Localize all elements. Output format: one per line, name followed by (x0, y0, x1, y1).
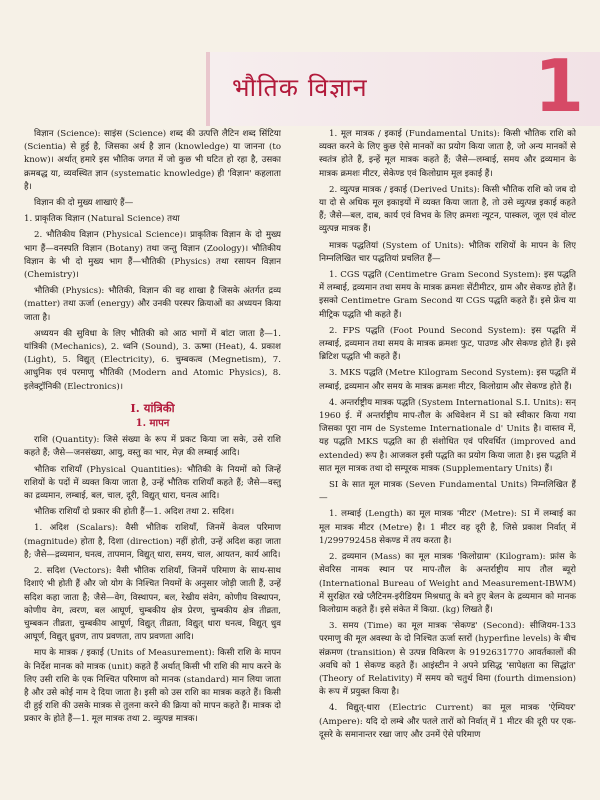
paragraph-physical-quantities: भौतिक राशियाँ (Physical Quantities): भौतिकी के नियमों को जिन्हें राशियों के पदों में व्यक्त किया जाता है, उन्हें भौतिक राशियाँ कहते हैं; जैसे—वस्तु का द्रव्यमान, लम्बाई, बल, चाल, दूरी, विद्युत् धारा, घनत्व आदि। (24, 464, 281, 502)
paragraph-seven-units-intro: SI के सात मूल मात्रक (Seven Fundamental Units) निम्नलिखित हैं— (319, 480, 576, 504)
section-heading-mechanics: I. यांत्रिकी (130, 400, 175, 415)
subsection-heading-measurement: 1. मापन (135, 418, 170, 430)
paragraph-units-of-measurement: माप के मात्रक / इकाई (Units of Measurement): किसी राशि के मापन के निर्देश मानक को मात्रक (unit) कहते हैं अर्थात् किसी भी राशि की माप करने के लिए उसी राशि के एक निश्चित परिमाण को मानक (standard) मान लिया जाता है और उसे कोई नाम दे दिया जाता है। इसी को उस राशि का मात्रक कहते हैं। किसी दी हुई राशि की उसके मात्रक से तुलना करने की क्रिया को मापन कहते हैं। मात्रक दो प्रकार के होते हैं—1. मूल मात्रक तथा 2. व्युत्पन्न मात्रक। (24, 648, 281, 725)
paragraph-si-system: 4. अन्तर्राष्ट्रीय मात्रक पद्धति (System International S.I. Units): सन् 1960 ई. में अन्तर्राष्ट्रीय माप-तौल के अधिवेशन में SI को स्वीकार किया गया जिसका पूरा नाम de Systeme Internationale d' Units है। वास्तव में, यह पद्धति MKS पद्धति का ही संशोधित एवं परिवर्धित (improved and extended) रूप है। आजकल इसी पद्धति का प्रयोग किया जाता है। इस पद्धति में सात मूल मात्रक तथा दो सम्पूरक मात्रक (Supplementary Units) हैं। (319, 397, 576, 474)
paragraph-physics-definition: भौतिकी (Physics): भौतिकी, विज्ञान की वह शाखा है जिसके अंतर्गत द्रव्य (matter) तथा ऊर्जा (energy) और उनकी परस्पर क्रियाओं का अध्ययन किया जाता है। (24, 286, 281, 323)
paragraph-branches-intro: विज्ञान की दो मुख्य शाखाएं हैं— (34, 198, 134, 209)
chapter-number: 1 (534, 44, 585, 128)
paragraph-science-definition: विज्ञान (Science): साइंस (Science) शब्द की उत्पत्ति लैटिन शब्द सिंटिया (Scientia) से हुई है, जिसका अर्थ है ज्ञान (knowledge) या जानना (to know)। अर्थात् हमारे इस भौतिक जगत में जो कुछ भी घटित हो रहा है, उसका क्रमबद्ध या, व्यवस्थित ज्ञान (systematic knowledge) ही 'विज्ञान' कहलाता है। (24, 129, 281, 192)
paragraph-quantity-types: भौतिक राशियाँ दो प्रकार की होती हैं—1. अदिश तथा 2. सदिश। (34, 507, 235, 518)
paragraph-fundamental-units: 1. मूल मात्रक / इकाई (Fundamental Units): किसी भौतिक राशि को व्यक्त करने के लिए कुछ ऐसे मानकों का प्रयोग किया जाता है, जो अन्य मानकों से स्वतंत्र होते हैं, इन्हें मूल मात्रक कहते हैं; जैसे—लम्बाई, समय और द्रव्यमान के मात्रक क्रमशः मीटर, सेकेण्ड एवं किलोग्राम मूल इकाई हैं। (319, 129, 576, 179)
paragraph-length-metre: 1. लम्बाई (Length) का मूल मात्रक 'मीटर' (Metre): SI में लम्बाई का मूल मात्रक मीटर (Metre) है। 1 मीटर वह दूरी है, जिसे प्रकाश निर्वात् में 1/299792458 सेकण्ड में तय करता है। (319, 509, 576, 546)
paragraph-scalars: 1. अदिश (Scalars): वैसी भौतिक राशियाँ, जिनमें केवल परिमाण (magnitude) होता है, दिशा (direction) नहीं होती, उन्हें अदिश कहा जाता है; जैसे—द्रव्यमान, घनत्व, तापमान, विद्युत् धारा, समय, चाल, आयतन, कार्य आदि। (24, 523, 281, 560)
paragraph-vectors: 2. सदिश (Vectors): वैसी भौतिक राशियाँ, जिनमें परिमाण के साथ-साथ दिशाएं भी होती हैं और जो योग के निश्चित नियमों के अनुसार जोड़ी जाती हैं, उन्हें सदिश कहा जाता है; जैसे—वेग, विस्थापन, बल, रेखीय संवेग, कोणीय विस्थापन, कोणीय वेग, त्वरण, बल आघूर्ण, चुम्बकीय क्षेत्र प्रेरण, चुम्बकीय क्षेत्र तीव्रता, चुम्बकन तीव्रता, चुम्बकीय आघूर्ण, विद्युत् तीव्रता, विद्युत् धारा घनत्व, विद्युत् धुव आघूर्ण, विद्युत् ध्रुवण, ताप प्रवणता, ताप प्रवणता आदि। (24, 566, 281, 643)
paragraph-mass-kilogram: 2. द्रव्यमान (Mass) का मूल मात्रक 'किलोग्राम' (Kilogram): फ्रांस के सेवरिस नामक स्थान पर माप-तौल के अन्तर्राष्ट्रीय माप तौल ब्यूरो (International Bureau of Weight and Measurement-IBWM) में सुरक्षित रखे प्लैटिनम-इरीडियम मिश्रधातु के बने हुए बेलन के द्रव्यमान को मानक किलोग्राम कहते हैं। इसे संकेत में किग्रा. (kg) लिखते हैं। (319, 552, 576, 615)
paragraph-fps-system: 2. FPS पद्धति (Foot Pound Second System): इस पद्धति में लम्बाई, द्रव्यमान तथा समय के मात्रक क्रमशः फुट, पाउण्ड और सेकण्ड होते हैं। इसे ब्रिटिश पद्धति भी कहते हैं। (319, 325, 576, 363)
right-column (319, 128, 576, 796)
paragraph-unit-systems: मात्रक पद्धतियां (System of Units): भौतिक राशियों के मापन के लिए निम्नलिखित चार पद्धतियां प्रचलित हैं— (319, 240, 576, 264)
paragraph-current-ampere: 4. विद्युत्-धारा (Electric Current) का मूल मात्रक 'ऐम्पियर' (Ampere): यदि दो लम्बे और पतले तारों को निर्वात् में 1 मीटर की दूरी पर एक-दूसरे के समानान्तर रखा जाए और उनमें ऐसे परिमाण (319, 703, 576, 740)
paragraph-cgs-system: 1. CGS पद्धति (Centimetre Gram Second System): इस पद्धति में लम्बाई, द्रव्यमान तथा समय के मात्रक क्रमशः सेंटीमीटर, ग्राम और सेकण्ड होते हैं। इसको Centimetre Gram Second या CGS पद्धति कहते हैं। इसे फ्रेंच या मीट्रिक पद्धति भी कहते हैं। (319, 270, 576, 320)
paragraph-quantity: राशि (Quantity): जिसे संख्या के रूप में प्रकट किया जा सके, उसे राशि कहते हैं; जैसे—जनसंख्या, आयु, वस्तु का भार, मेज़ की लम्बाई आदि। (24, 435, 281, 459)
paragraph-derived-units: 2. व्युत्पन्न मात्रक / इकाई (Derived Units): किसी भौतिक राशि को जब दो या दो से अधिक मूल इकाइयों में व्यक्त किया जाता है, तो उसे व्युत्पन्न इकाई कहते हैं; जैसे—बल, दाब, कार्य एवं विभव के लिए क्रमशः न्यूटन, पास्कल, जूल एवं वोल्ट व्युत्पन्न मात्रक हैं। (319, 184, 576, 235)
paragraph-time-second: 3. समय (Time) का मूल मात्रक 'सेकण्ड' (Second): सीजियम-133 परमाणु की मूल अवस्था के दो निश्चित ऊर्जा स्तरों (hyperfine levels) के बीच संक्रमण (transition) से उत्पन्न विकिरण के 9192631770 आवर्तकालों की अवधि को 1 सेकण्ड कहते हैं। आइंस्टीन ने अपने प्रसिद्ध 'सापेक्षता का सिद्धांत' (Theory of Relativity) में समय को चतुर्थ विमा (fourth dimension) के रूप में प्रयुक्त किया है। (319, 621, 576, 698)
paragraph-mks-system: 3. MKS पद्धति (Metre Kilogram Second System): इस पद्धति में लम्बाई, द्रव्यमान और समय के मात्रक क्रमशः मीटर, किलोग्राम और सेकण्ड होते हैं। (319, 368, 576, 392)
list-item-physical-science: 2. भौतिकीय विज्ञान (Physical Science)। प्राकृतिक विज्ञान के दो मुख्य भाग हैं—वनस्पति विज्ञान (Botany) तथा जन्तु विज्ञान (Zoology)। भौतिकीय विज्ञान के भी दो मुख्य भाग हैं—भौतिकी (Physics) तथा रसायन विज्ञान (Chemistry)। (24, 230, 281, 281)
list-item-natural-science: 1. प्राकृतिक विज्ञान (Natural Science) तथा (24, 214, 180, 225)
paragraph-physics-divisions: अध्ययन की सुविधा के लिए भौतिकी को आठ भागों में बांटा जाता है—1. यांत्रिकी (Mechanics), 2. ध्वनि (Sound), 3. ऊष्मा (Heat), 4. प्रकाश (Light), 5. विद्युत् (Electricity), 6. चुम्बकत्व (Megnetism), 7. आधुनिक एवं परमाणु भौतिकी (Modern and Atomic Physics), 8. इलेक्ट्रॉनिकी (Electronics)। (24, 328, 281, 392)
left-column (24, 128, 281, 796)
page-title: भौतिक विज्ञान (232, 73, 368, 102)
